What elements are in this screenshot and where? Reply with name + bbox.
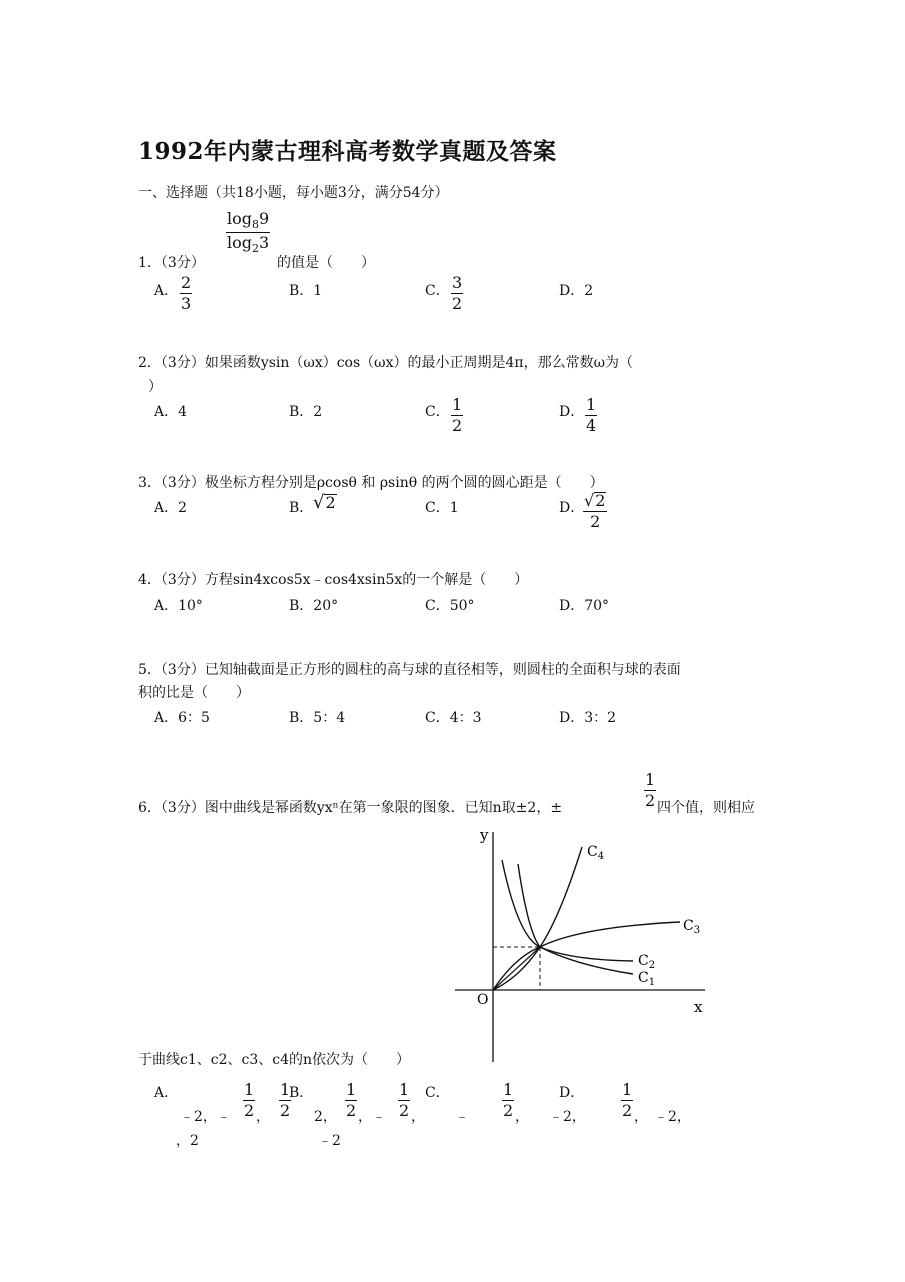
q2-option-c: C．	[425, 404, 450, 420]
curve-c3-lower	[493, 947, 540, 990]
q1-fraction	[226, 211, 270, 254]
q6-option-d-part2: ﹣2，	[654, 1109, 691, 1125]
q1-number: 1．（3分）	[138, 255, 205, 271]
q6-option-b-sep2: ，	[411, 1109, 425, 1125]
q4-option-a: A．10°	[154, 598, 203, 614]
x-axis-label: x	[694, 998, 703, 1016]
q6-option-d: D．	[559, 1085, 585, 1101]
c3-subscript: 3	[693, 925, 701, 936]
q2-option-b: B．2	[289, 404, 323, 420]
q2-line-1: 2．（3分）如果函数ysin（ωx）cos（ωx）的最小正周期是4π，那么常数ω为（	[138, 355, 634, 371]
q6-option-a-part1: ﹣2，﹣	[180, 1109, 231, 1125]
q6-option-b-part3: ﹣2	[318, 1133, 341, 1149]
c4-letter: C	[587, 844, 598, 860]
q5-option-b: B．5：4	[289, 710, 346, 726]
curve-c2	[518, 864, 633, 961]
q6-option-a-frac1	[243, 1082, 255, 1119]
section-heading: 一、选择题（共18小题，每小题3分，满分54分）	[138, 185, 449, 201]
q6-c-f1-den: 2	[503, 1101, 514, 1120]
q1-frac-num-arg: 9	[259, 209, 270, 228]
q1-c-num: 3	[452, 273, 463, 292]
q2-option-d-fraction	[585, 397, 597, 434]
q6-option-c-part2: ﹣2，	[549, 1109, 586, 1125]
q3-option-d-fraction: √2 2	[584, 491, 606, 531]
q6-a-f2-den: 2	[280, 1101, 291, 1120]
q2-option-a: A．4	[154, 404, 188, 420]
q6-line-2: 于曲线c1、c2、c3、c4的n依次为（ ）	[138, 1052, 411, 1068]
q1-option-a-fraction	[180, 275, 192, 312]
q1-a-num: 2	[181, 273, 192, 292]
q1-option-c: C．	[425, 283, 450, 299]
q6-option-c-frac1	[502, 1082, 514, 1119]
q6-a-f1-num: 1	[244, 1080, 255, 1099]
q1-option-c-fraction	[451, 275, 463, 312]
q2-line-2: ）	[148, 379, 162, 395]
q1-frac-num-base: 8	[252, 218, 259, 232]
q5-line-1: 5．（3分）已知轴截面是正方形的圆柱的高与球的直径相等，则圆柱的全面积与球的表面	[138, 662, 681, 678]
c1-letter: C	[638, 970, 649, 986]
q6-a-f2-num: 1	[280, 1080, 291, 1099]
q6-line-1b: 四个值，则相应	[657, 800, 755, 816]
q6-a-f1-den: 2	[244, 1101, 255, 1120]
c3-letter: C	[683, 918, 694, 934]
q3-option-a: A．2	[154, 500, 188, 516]
c2-subscript: 2	[648, 960, 656, 971]
q1-suffix: 的值是（ ）	[277, 255, 375, 271]
q6-option-c-sep1: ，	[515, 1109, 529, 1125]
q6-option-c-part1: ﹣	[455, 1109, 469, 1125]
q1-frac-den-base: 2	[252, 242, 259, 256]
c2-label	[638, 953, 655, 971]
q6-half-num: 1	[645, 770, 656, 789]
q6-option-a-part3: ，2	[176, 1133, 199, 1149]
q6-option-b-sep1: ，﹣	[358, 1109, 386, 1125]
q1-option-a: A．	[154, 283, 179, 299]
q1-frac-num: log	[227, 209, 252, 228]
q1-a-den: 3	[181, 294, 192, 313]
q6-option-b-part1: 2，	[314, 1109, 337, 1125]
q6-b-f2-num: 1	[399, 1080, 410, 1099]
q4-option-c: C．50°	[425, 598, 475, 614]
q3-line-1: 3．（3分）极坐标方程分别是ρcosθ 和 ρsinθ 的两个圆的圆心距是（ ）	[138, 475, 604, 491]
q6-option-b: B．	[289, 1085, 314, 1101]
c4-subscript: 4	[597, 851, 605, 862]
q1-frac-den: log	[227, 233, 252, 253]
q6-option-d-sep1: ，	[634, 1109, 648, 1125]
page-title: 1992年内蒙古理科高考数学真题及答案	[138, 138, 557, 165]
q3-option-c: C．1	[425, 500, 459, 516]
q3-option-b-radical: √2	[313, 492, 336, 513]
q6-line-1a: 6．（3分）图中曲线是幂函数yxⁿ在第一象限的图象．已知n取±2，±	[138, 800, 563, 816]
q6-option-a: A．	[154, 1085, 179, 1101]
q6-b-f2-den: 2	[399, 1101, 410, 1120]
power-function-graph	[450, 822, 720, 1067]
q6-d-f1-den: 2	[622, 1101, 633, 1120]
q3-d-den: 2	[590, 512, 601, 531]
q6-half-fraction	[644, 772, 656, 809]
q6-b-f1-den: 2	[346, 1101, 357, 1120]
origin-label: O	[477, 992, 489, 1008]
q4-option-b: B．20°	[289, 598, 339, 614]
q3-option-b: B．	[289, 500, 314, 516]
q3-option-d: D．	[559, 500, 585, 516]
q6-c-f1-num: 1	[503, 1080, 514, 1099]
q4-line-1: 4．（3分）方程sin4xcos5x﹣cos4xsin5x的一个解是（ ）	[138, 572, 529, 588]
q6-b-f1-num: 1	[346, 1080, 357, 1099]
q6-option-b-frac2	[398, 1082, 410, 1119]
y-axis-label: y	[480, 826, 489, 844]
q5-option-a: A．6：5	[154, 710, 210, 726]
q6-option-c: C．	[425, 1085, 450, 1101]
q5-option-d: D．3：2	[559, 710, 617, 726]
q2-d-num: 1	[586, 395, 597, 414]
c2-letter: C	[638, 953, 649, 969]
q3-d-radicand: 2	[595, 491, 606, 510]
q6-option-a-sep1: ，	[256, 1109, 270, 1125]
q6-d-f1-num: 1	[622, 1080, 633, 1099]
q1-frac-den-arg: 3	[259, 233, 270, 253]
c1-label	[638, 970, 655, 988]
c4-label	[587, 844, 604, 862]
q6-option-b-frac1	[345, 1082, 357, 1119]
q4-option-d: D．70°	[559, 598, 610, 614]
q3-b-radicand: 2	[325, 493, 336, 512]
q2-option-c-fraction	[451, 397, 463, 434]
q5-line-2: 积的比是（ ）	[138, 685, 250, 701]
q1-option-b: B．1	[289, 283, 323, 299]
q2-d-den: 4	[586, 416, 597, 435]
c1-subscript: 1	[648, 977, 656, 988]
curve-c4	[493, 847, 582, 990]
q5-option-c: C．4：3	[425, 710, 482, 726]
c3-label	[683, 918, 700, 936]
q6-half-den: 2	[645, 791, 656, 810]
q1-option-d: D．2	[559, 283, 594, 299]
q2-c-den: 2	[452, 416, 463, 435]
q6-option-d-frac1	[621, 1082, 633, 1119]
q2-c-num: 1	[452, 395, 463, 414]
q2-option-d: D．	[559, 404, 585, 420]
q1-c-den: 2	[452, 294, 463, 313]
